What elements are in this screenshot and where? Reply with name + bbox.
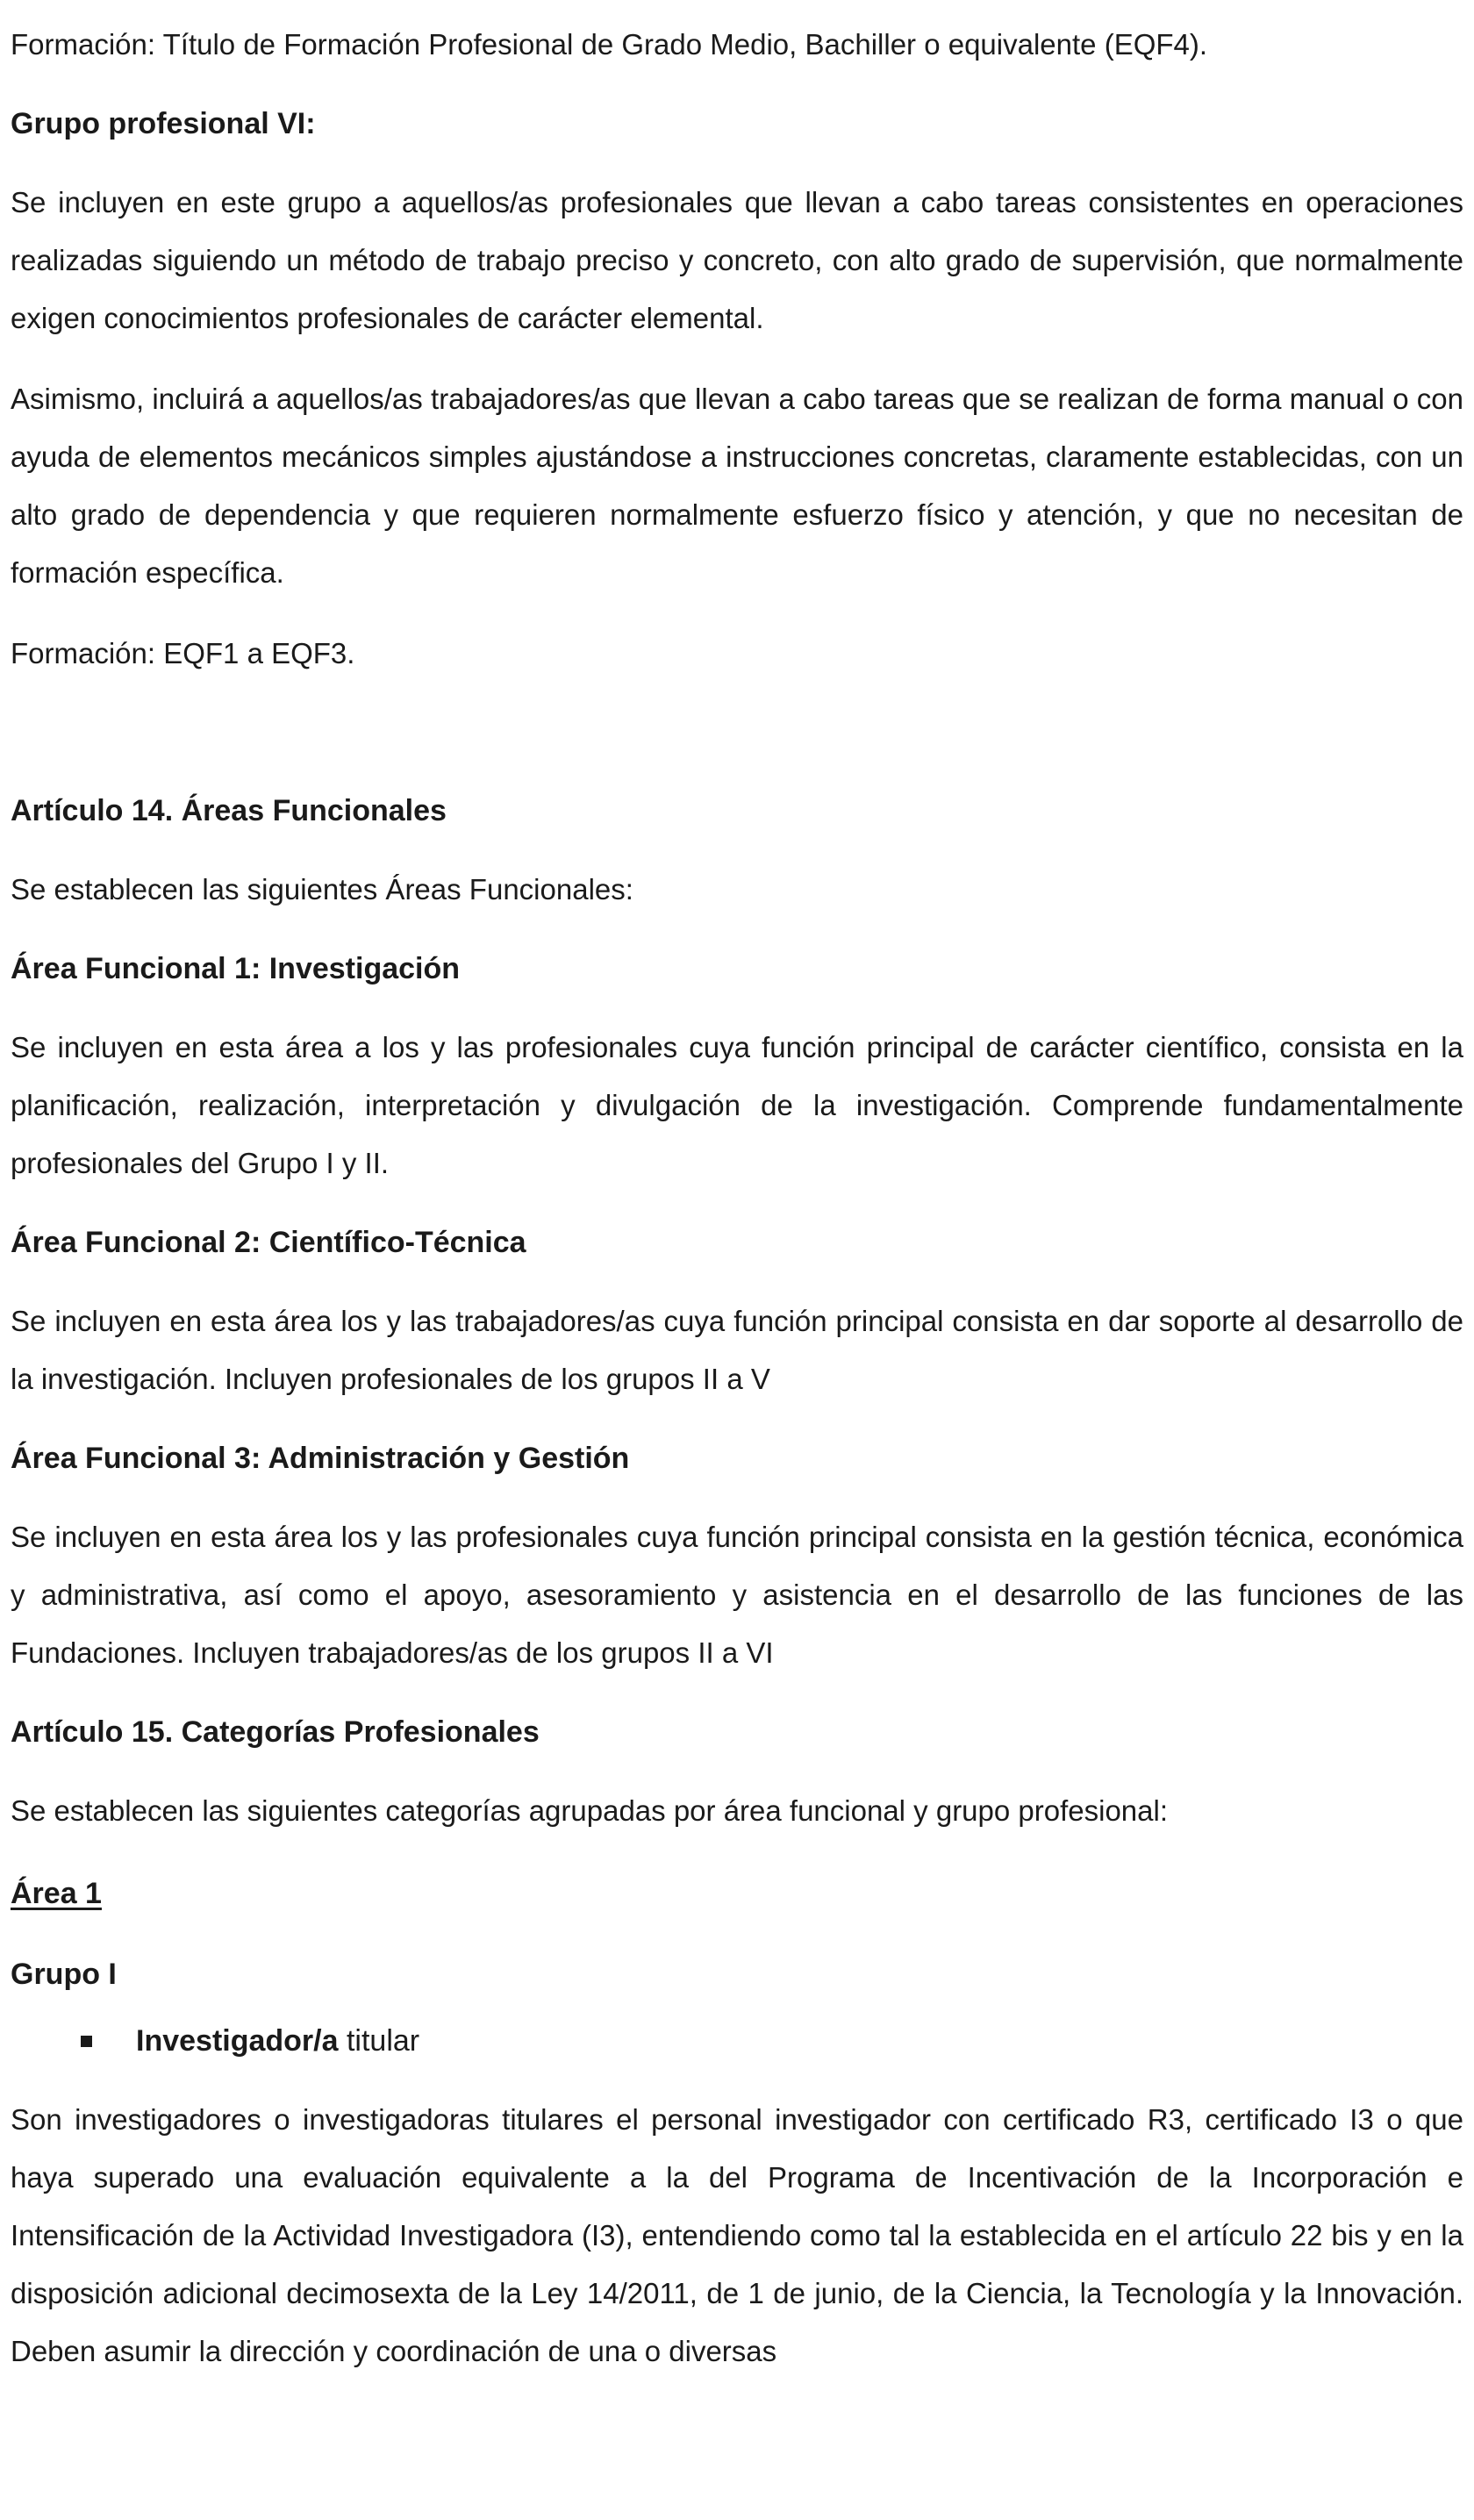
area-1-label: Área 1 [11, 1877, 102, 1910]
document-page [11, 16, 1463, 2380]
area-funcional-3-text: Se incluyen en esta área los y las profesionales cuya función principal consista en la gestión técnica, económica y administrativa, así como el apoyo, asesoramiento y asistencia en el desarrollo de las funciones de las Fundaciones. Incluyen trabajadores/as de los grupos II a VI [11, 1521, 1463, 1669]
area-funcional-1-text: Se incluyen en esta área a los y las profesionales cuya función principal de carácter científico, consista en la planificación, realización, interpretación y divulgación de la investigación. Comprende fundamentalmente profesionales del Grupo I y II. [11, 1031, 1463, 1179]
bullet-label [136, 2024, 419, 2058]
articulo-15-heading: Artículo 15. Categorías Profesionales [11, 1715, 540, 1749]
area-funcional-2-text: Se incluyen en esta área los y las trabajadores/as cuya función principal consista en dar soporte al desarrollo de la investigación. Incluyen profesionales de los grupos II a V [11, 1305, 1463, 1395]
grupo-vi-heading: Grupo profesional VI: [11, 107, 316, 140]
bullet-label-rest: titular [338, 2023, 420, 2058]
investigador-titular-paragraph: Son investigadores o investigadoras titulares el personal investigador con certificado R3, certificado I3 o que haya superado una evaluación equivalente a la del Programa de Incentivación de la Incorporación e Intensificación de la Actividad Investigadora (I3), entendiendo como tal la establecida en el artículo 22 bis y en la disposición adicional decimosexta de la Ley 14/2011, de 1 de junio, de la Ciencia, la Tecnología y la Innovación. Deben asumir la dirección y coordinación de una o diversas [11, 2103, 1463, 2367]
bullet-label-bold: Investigador/a [136, 2023, 339, 2058]
square-bullet-icon [81, 2036, 92, 2047]
area-funcional-2-heading: Área Funcional 2: Científico-Técnica [11, 1226, 526, 1259]
area-funcional-1-heading: Área Funcional 1: Investigación [11, 952, 461, 985]
grupo-vi-formacion: Formación: EQF1 a EQF3. [11, 637, 355, 669]
grupo-i-label: Grupo I [11, 1958, 117, 1991]
articulo-14-heading: Artículo 14. Áreas Funcionales [11, 794, 447, 827]
grupo-vi-paragraph-1: Se incluyen en este grupo a aquellos/as profesionales que llevan a cabo tareas consistentes en operaciones realizadas siguiendo un método de trabajo preciso y concreto, con alto grado de supervisión, que normalmente exigen conocimientos profesionales de carácter elemental. [11, 186, 1463, 334]
articulo-14-intro: Se establecen las siguientes Áreas Funcionales: [11, 873, 633, 906]
articulo-15-intro: Se establecen las siguientes categorías agrupadas por área funcional y grupo profesional: [11, 1794, 1169, 1827]
bullet-investigador-titular [11, 2014, 1463, 2068]
grupo-vi-paragraph-2: Asimismo, incluirá a aquellos/as trabajadores/as que llevan a cabo tareas que se realizan de forma manual o con ayuda de elementos mecánicos simples ajustándose a instrucciones concretas, claramente establecidas, con un alto grado de dependencia y que requieren normalmente esfuerzo físico y atención, y que no necesitan de formación específica. [11, 383, 1463, 589]
area-funcional-3-heading: Área Funcional 3: Administración y Gestión [11, 1442, 630, 1475]
formacion-grado-medio: Formación: Título de Formación Profesional de Grado Medio, Bachiller o equivalente (EQF4). [11, 28, 1208, 61]
